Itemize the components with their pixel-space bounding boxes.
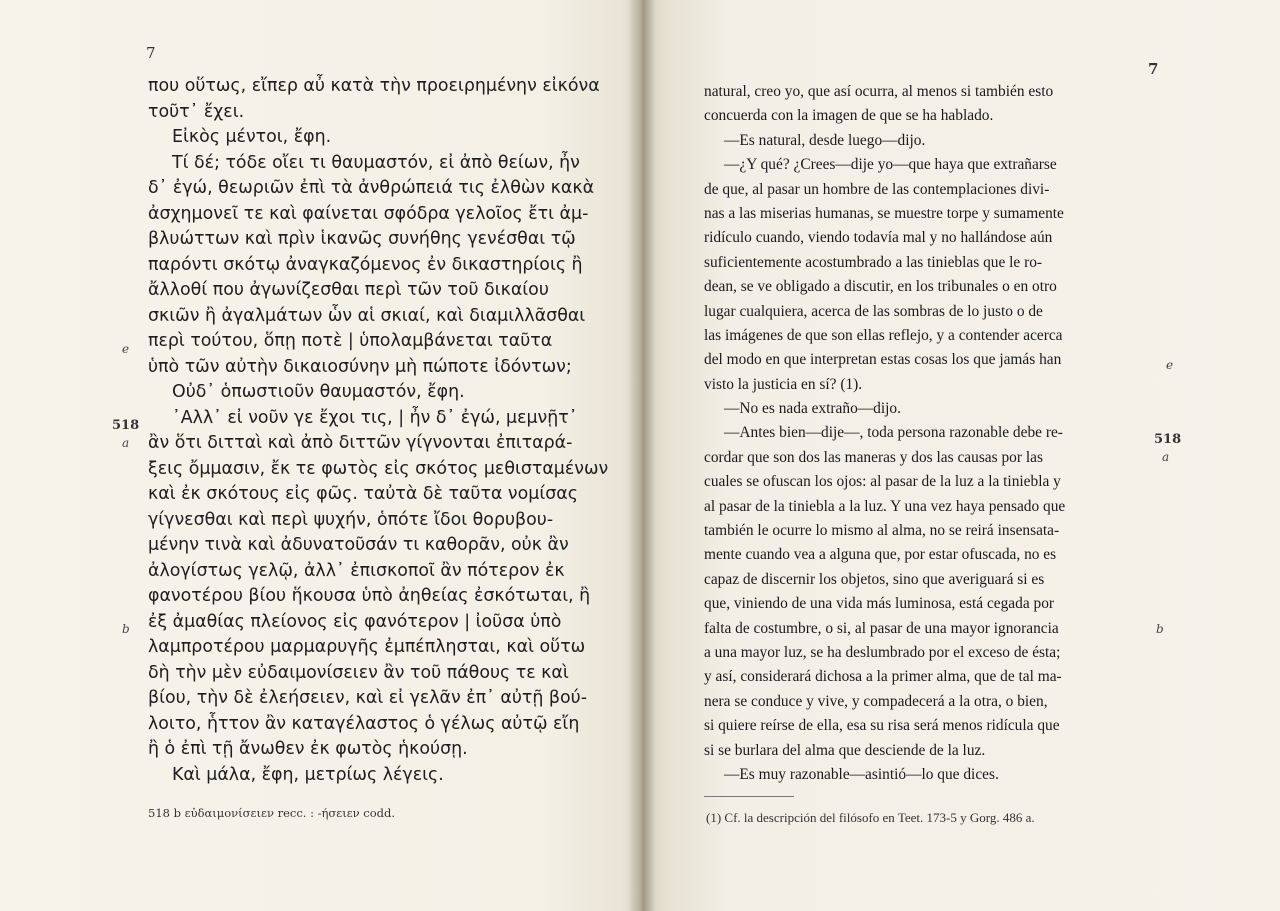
greek-line: ξεις ὄμμασιν, ἔκ τε φωτὸς εἰς σκότος μεθισταμένων	[148, 458, 609, 479]
spanish-line: las imágenes de que son ellas reflejo, y a contender acerca	[704, 326, 1063, 344]
spanish-line: si se burlara del alma que desciende de la luz.	[704, 741, 986, 759]
greek-line: ἄλλοθί που ἀγωνίζεσθαι περὶ τῶν τοῦ δικαίου	[148, 280, 549, 300]
left-margin-e: e	[122, 342, 130, 356]
greek-line: τοῦτ᾽ ἔχει.	[148, 101, 245, 122]
left-margin-a: a	[122, 436, 130, 450]
spanish-line: lugar cualquiera, acerca de las sombras de lo justo o de	[704, 302, 1043, 320]
spanish-line: si quiere reírse de ella, esa su risa será menos ridícula que	[704, 717, 1060, 735]
spanish-line: de que, al pasar un hombre de las contemplaciones divi-	[704, 180, 1050, 198]
left-footnote: 518 b εὐδαιμονίσειεν recc. : -ήσειεν codd.	[148, 806, 396, 820]
footnote-rule	[704, 796, 794, 797]
greek-line: σκιῶν ἢ ἀγαλμάτων ὧν αἱ σκιαί, καὶ διαμιλλᾶσθαι	[148, 305, 586, 326]
greek-line: βίου, τὴν δὲ ἐλεήσειεν, καὶ εἰ γελᾶν ἐπ᾽ αὐτῇ βού-	[148, 688, 587, 708]
spanish-line: cuales se ofuscan los ojos: al pasar de la luz a la tiniebla y	[704, 473, 1061, 491]
greek-line: λοιτο, ἧττον ἂν καταγέλαστος ὁ γέλως αὐτῷ εἴη	[148, 713, 580, 734]
spanish-line: nas a las miserias humanas, se muestre torpe y sumamente	[704, 204, 1064, 222]
greek-line: ἀσχημονεῖ τε καὶ φαίνεται σφόδρα γελοῖος ἔτι ἀμ-	[148, 203, 589, 224]
greek-line: δὴ τὴν μὲν εὐδαιμονίσειεν ἂν τοῦ πάθους τε καὶ	[148, 662, 569, 683]
left-page-number: 7	[146, 44, 156, 62]
spanish-line: también le ocurre lo mismo al alma, no se reirá insensata-	[704, 522, 1060, 540]
greek-line: Εἰκὸς μέντοι, ἔφη.	[172, 127, 332, 147]
spanish-line: que, viniendo de una vida más luminosa, está cegada por	[704, 595, 1055, 613]
right-margin-e: e	[1166, 358, 1174, 372]
greek-line: ᾽Αλλ᾽ εἰ νοῦν γε ἔχοι τις, | ἦν δ᾽ ἐγώ, μεμνῇτ᾽	[172, 407, 578, 428]
left-margin-518: 518	[112, 418, 140, 433]
spanish-line: natural, creo yo, que así ocurra, al menos si también esto	[704, 83, 1054, 100]
greek-line: που οὕτως, εἴπερ αὖ κατὰ τὴν προειρημένην εἰκόνα	[148, 76, 600, 96]
greek-line: παρόντι σκότῳ ἀναγκαζόμενος ἐν δικαστηρίοις ἢ	[148, 254, 583, 275]
spanish-line: concuerda con la imagen de que se ha hablado.	[704, 107, 994, 125]
spanish-line: —Antes bien—dije—, toda persona razonable debe re-	[724, 424, 1063, 442]
greek-line: ἀλογίστως γελῷ, ἀλλ᾽ ἐπισκοποῖ ἂν πότερον ἐκ	[148, 560, 565, 581]
greek-line: μένην τινὰ καὶ ἀδυνατοῦσάν τι καθορᾶν, οὐκ ἂν	[148, 535, 569, 555]
greek-line: βλυώττων καὶ πρὶν ἱκανῶς συνήθης γενέσθαι τῷ	[148, 229, 576, 249]
greek-line: περὶ τούτου, ὅπῃ ποτὲ | ὑπολαμβάνεται ταῦτα	[148, 331, 553, 351]
greek-line: ὑπὸ τῶν αὐτὴν δικαιοσύνην μὴ πώποτε ἰδόντων;	[148, 356, 572, 377]
spanish-line: ridículo cuando, viendo todavía mal y no hallándose aún	[704, 229, 1053, 247]
spanish-line: cordar que son dos las maneras y dos las causas por las	[704, 448, 1043, 466]
right-margin-a: a	[1162, 450, 1170, 464]
right-margin-518: 518	[1154, 432, 1182, 447]
left-margin-b: b	[122, 622, 130, 636]
spanish-line: nera se conduce y vive, y compadecerá a la otra, o bien,	[704, 692, 1048, 710]
book-gutter	[628, 0, 656, 911]
right-footnote: (1) Cf. la descripción del filósofo en Teet. 173-5 y Gorg. 486 a.	[706, 810, 1035, 825]
spanish-line: dean, se ve obligado a discutir, en los tribunales o en otro	[704, 278, 1057, 296]
greek-line: ἐξ ἀμαθίας πλείονος εἰς φανότερον | ἰοῦσα ὑπὸ	[148, 611, 562, 632]
spanish-line: falta de costumbre, o si, al pasar de una mayor ignorancia	[704, 619, 1059, 637]
greek-line: λαμπροτέρου μαρμαρυγῆς ἐμπέπλησται, καὶ οὕτω	[148, 637, 586, 657]
spanish-line: al pasar de la tiniebla a la luz. Y una vez haya pensado que	[704, 497, 1066, 515]
spanish-text-block	[704, 80, 1154, 787]
right-margin-b: b	[1156, 622, 1164, 636]
greek-line: ἂν ὅτι διτταὶ καὶ ἀπὸ διττῶν γίγνονται ἐπιταρά-	[148, 433, 573, 453]
spanish-line: —¿Y qué? ¿Crees—dije yo—que haya que extrañarse	[724, 156, 1057, 174]
right-page-number: 7	[1148, 60, 1159, 78]
greek-line: φανοτέρου βίου ἥκουσα ὑπὸ ἀηθείας ἐσκότωται, ἢ	[148, 586, 591, 606]
greek-line: δ᾽ ἐγώ, θεωριῶν ἐπὶ τὰ ἀνθρώπειά τις ἐλθὼν κακὰ	[148, 178, 595, 198]
spanish-line: capaz de discernir los objetos, sino que averiguará si es	[704, 570, 1045, 588]
greek-line: ἢ ὁ ἐπὶ τῇ ἄνωθεν ἐκ φωτὸς ἡκούσῃ.	[148, 739, 468, 759]
spanish-line: —No es nada extraño—dijo.	[724, 400, 901, 418]
greek-line: γίγνεσθαι καὶ περὶ ψυχήν, ὁπότε ἴδοι θορυβου-	[148, 509, 554, 530]
spanish-line: del modo en que interpretan estas cosas los que jamás han	[704, 351, 1062, 369]
spanish-line: mente cuando vea a alguna que, por estar ofuscada, no es	[704, 546, 1057, 564]
greek-line: Καὶ μάλα, ἔφη, μετρίως λέγεις.	[172, 764, 444, 785]
spanish-line: y así, considerará dichosa a la primer alma, que de tal ma-	[704, 668, 1062, 686]
greek-text-block	[148, 74, 609, 788]
spanish-line: suficientemente acostumbrado a las tinieblas que le ro-	[704, 253, 1043, 271]
spanish-line: —Es muy razonable—asintió—lo que dices.	[724, 765, 999, 783]
greek-line: Τί δέ; τόδε οἴει τι θαυμαστόν, εἰ ἀπὸ θείων, ἦν	[172, 152, 580, 173]
greek-line: καὶ ἐκ σκότους εἰς φῶς. ταὐτὰ δὲ ταῦτα νομίσας	[148, 484, 578, 504]
spanish-line: —Es natural, desde luego—dijo.	[724, 131, 926, 149]
spanish-line: a una mayor luz, se ha deslumbrado por el exceso de ésta;	[704, 643, 1061, 661]
spanish-line: visto la justicia en sí? (1).	[704, 375, 863, 393]
greek-line: Οὐδ᾽ ὁπωστιοῦν θαυμαστόν, ἔφη.	[172, 382, 465, 402]
